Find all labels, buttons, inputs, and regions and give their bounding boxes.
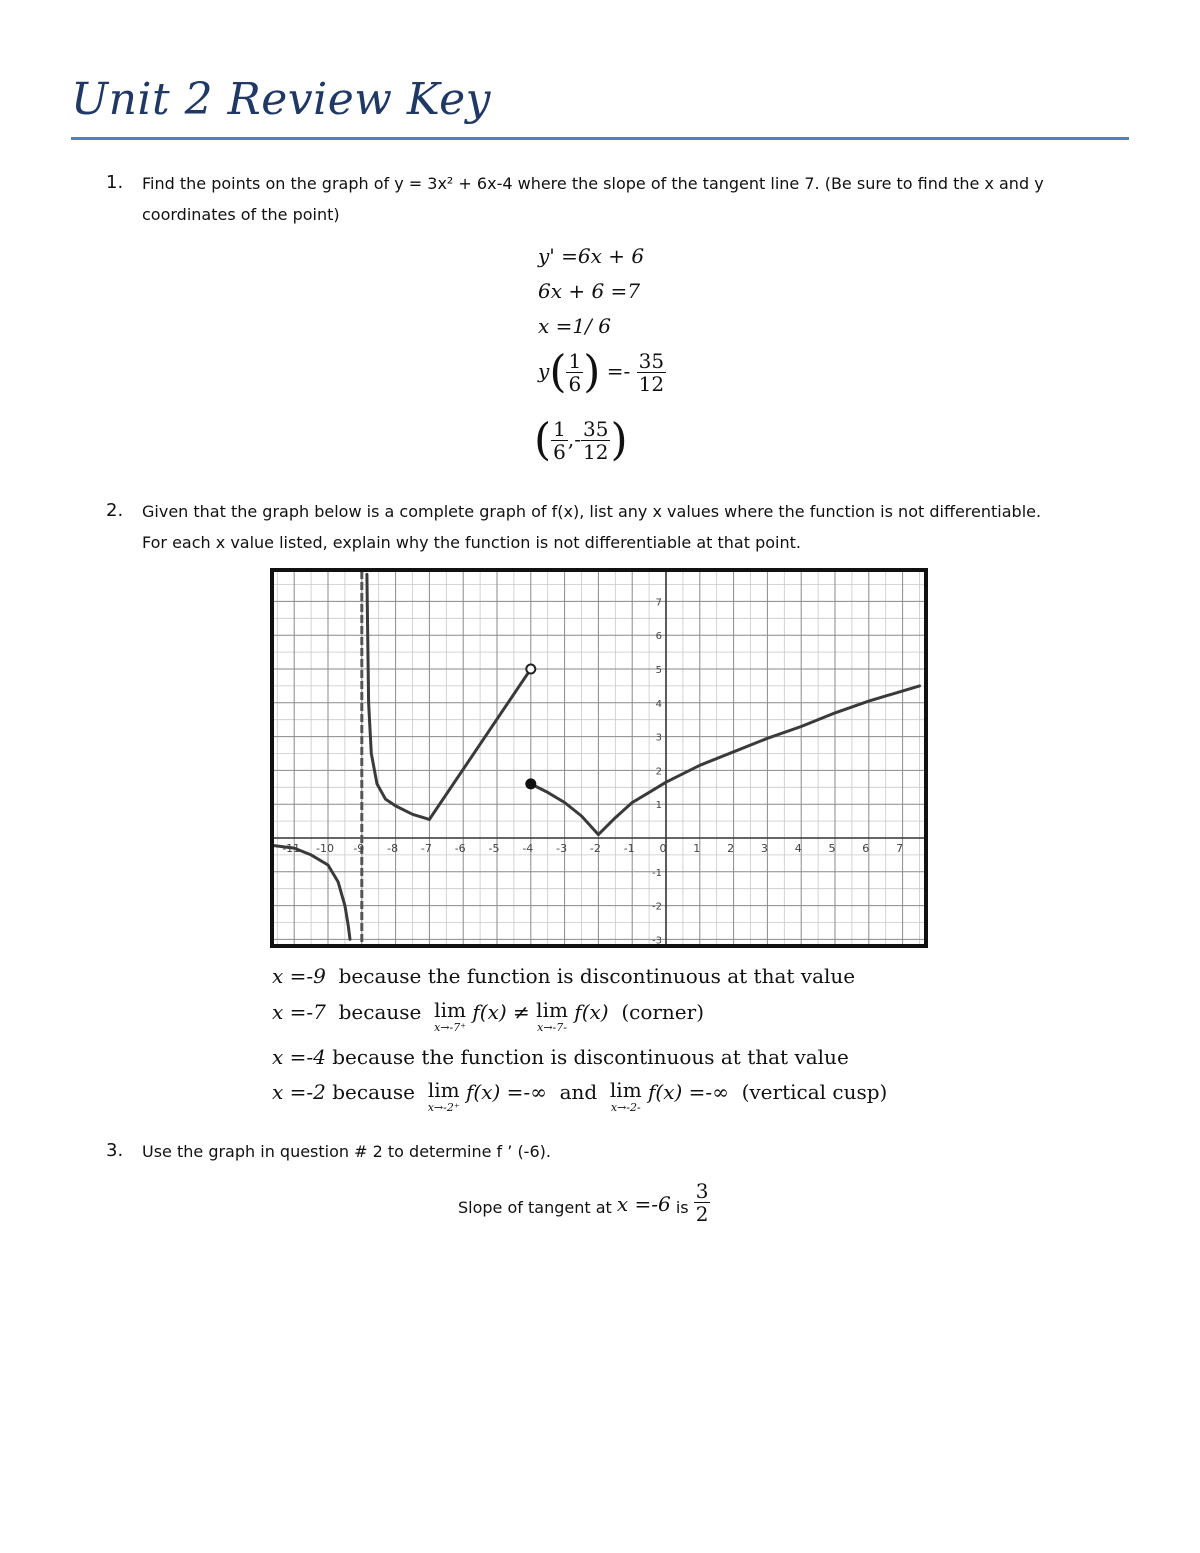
- x-tick-label: 1: [693, 842, 701, 855]
- y-tick-label: -2: [652, 901, 662, 913]
- q1-step-equation: 6x + 6 =7: [538, 279, 641, 303]
- answer-1-x: x =-9: [272, 964, 326, 988]
- y-tick-label: 7: [655, 597, 662, 609]
- x-tick-label: -11: [282, 842, 301, 855]
- answer-4-and: and: [559, 1080, 598, 1104]
- curve-segment: [598, 686, 919, 835]
- x-tick-label: -6: [454, 842, 466, 855]
- open-endpoint: [526, 665, 535, 674]
- curves: [270, 574, 920, 939]
- x-tick-label: 3: [760, 842, 768, 855]
- x-tick-label: -3: [556, 842, 568, 855]
- q3-answer-x: x =-6: [616, 1192, 671, 1216]
- answer-1-text: because the function is discontinuous at that value: [338, 964, 856, 988]
- y-tick-label: 4: [655, 698, 662, 710]
- answer-3-text: because the function is discontinuous at that value: [332, 1045, 849, 1069]
- q1-point-separator: ,-: [567, 427, 582, 451]
- title-underline: [71, 137, 1129, 140]
- q3-answer-num: 3: [695, 1179, 709, 1203]
- q1-frac-den: 6: [568, 372, 582, 396]
- x-tick-label: -1: [623, 842, 635, 855]
- q1-step-solve-x: x =1/ 6: [538, 314, 611, 338]
- question-1-number: 1.: [106, 172, 124, 193]
- x-tick-label: -7: [420, 842, 432, 855]
- graph-border: [272, 570, 926, 946]
- x-tick-label: -5: [488, 842, 500, 855]
- answer-2-lim1-sub: x→-7⁺: [434, 1021, 467, 1034]
- question-2-text-line2: For each x value listed, explain why the function is not differentiable at that point.: [142, 533, 801, 552]
- y-tick-label: 3: [655, 732, 662, 744]
- curve-segment: [270, 845, 350, 940]
- y-tick-label: 2: [655, 766, 662, 778]
- answer-2-because: because: [338, 1000, 422, 1024]
- x-tick-label: -4: [522, 842, 534, 855]
- page-title: Unit 2 Review Key: [71, 74, 492, 125]
- x-tick-label: -9: [353, 842, 365, 855]
- q1-step-derivative: [538, 244, 644, 268]
- answer-2-not-equal: ≠: [513, 1000, 530, 1024]
- answer-2-f2: f(x): [574, 1000, 609, 1024]
- question-3-answer: [458, 1180, 710, 1225]
- answer-row-2: [272, 1000, 704, 1033]
- question-3-number: 3.: [106, 1140, 124, 1161]
- answer-4-lim1: lim: [427, 1078, 460, 1102]
- x-tick-label: -8: [387, 842, 399, 855]
- q1-point-x-num: 1: [553, 417, 566, 441]
- y-tick-label: -3: [652, 935, 662, 947]
- answer-4-f1: f(x) =-∞: [466, 1080, 547, 1104]
- answer-2-f1: f(x): [472, 1000, 507, 1024]
- answer-row-3: [272, 1045, 849, 1069]
- question-2-number: 2.: [106, 500, 124, 521]
- answer-2-lim1: lim: [434, 998, 466, 1022]
- question-3-text: Use the graph in question # 2 to determine f ’ (-6).: [142, 1142, 551, 1161]
- x-tick-label: 6: [862, 842, 870, 855]
- y-tick-label: 6: [655, 631, 662, 643]
- x-tick-label: 7: [896, 842, 904, 855]
- q1-result-num: 35: [638, 349, 665, 373]
- answer-2-note: (corner): [621, 1000, 704, 1024]
- x-tick-label: 5: [828, 842, 836, 855]
- x-tick-label: -2: [589, 842, 601, 855]
- answer-4-lim1-sub: x→-2⁺: [427, 1101, 460, 1114]
- answer-4-x: x =-2: [272, 1080, 326, 1104]
- answer-2-lim2-sub: x→-7-: [537, 1021, 567, 1034]
- answer-4-lim2: lim: [609, 1078, 642, 1102]
- q1-result-den: 12: [638, 372, 665, 396]
- question-2-text-line1: Given that the graph below is a complete graph of f(x), list any x values where the function is not differentiable.: [142, 502, 1042, 521]
- q1-y-symbol: y: [538, 359, 550, 383]
- answer-4-note: (vertical cusp): [741, 1080, 888, 1104]
- y-tick-label: 1: [655, 800, 662, 812]
- closed-endpoint: [526, 779, 536, 789]
- y-tick-label: 5: [655, 665, 662, 676]
- curve-segment: [367, 574, 430, 819]
- q1-equals: =-: [606, 359, 631, 383]
- q1-step-y-value: y( $\frac{1}{6}$ ) =- $\frac{35}{12}$: [538, 346, 665, 398]
- answer-row-4: [272, 1080, 887, 1113]
- answer-2-lim2: lim: [536, 998, 568, 1022]
- q3-answer-den: 2: [695, 1202, 709, 1226]
- x-tick-label: -10: [316, 842, 334, 855]
- question-1-text-line2: coordinates of the point): [142, 205, 340, 224]
- answer-4-lim2-sub: x→-2-: [610, 1101, 641, 1114]
- x-tick-label: 2: [727, 842, 735, 855]
- function-graph: [270, 568, 928, 948]
- answer-row-1: [272, 964, 855, 988]
- q1-derivative-rhs: 6x + 6: [577, 244, 645, 268]
- x-tick-label: 4: [794, 842, 802, 855]
- answer-4-f2: f(x) =-∞: [648, 1080, 729, 1104]
- q1-final-point: ( $\frac{1}{6}$ ,- $\frac{35}{12}$ ): [534, 414, 628, 466]
- answer-2-x: x =-7: [272, 1000, 326, 1024]
- question-1-text-line1: Find the points on the graph of y = 3x² + 6x-4 where the slope of the tangent line 7. (Be sure to find the x and y: [142, 174, 1044, 193]
- answer-4-because: because: [332, 1080, 415, 1104]
- q1-point-y-num: 35: [583, 417, 609, 441]
- q1-derivative-lhs: y' =: [538, 244, 578, 268]
- answer-3-x: x =-4: [272, 1045, 326, 1069]
- q1-frac-num: 1: [568, 349, 582, 373]
- q1-point-y-den: 12: [583, 440, 609, 464]
- y-tick-label: -1: [652, 867, 662, 879]
- x-tick-label: 0: [659, 842, 667, 855]
- q3-answer-is: is: [675, 1198, 689, 1217]
- q3-answer-prefix: Slope of tangent at: [458, 1198, 612, 1217]
- q1-point-x-den: 6: [553, 440, 566, 464]
